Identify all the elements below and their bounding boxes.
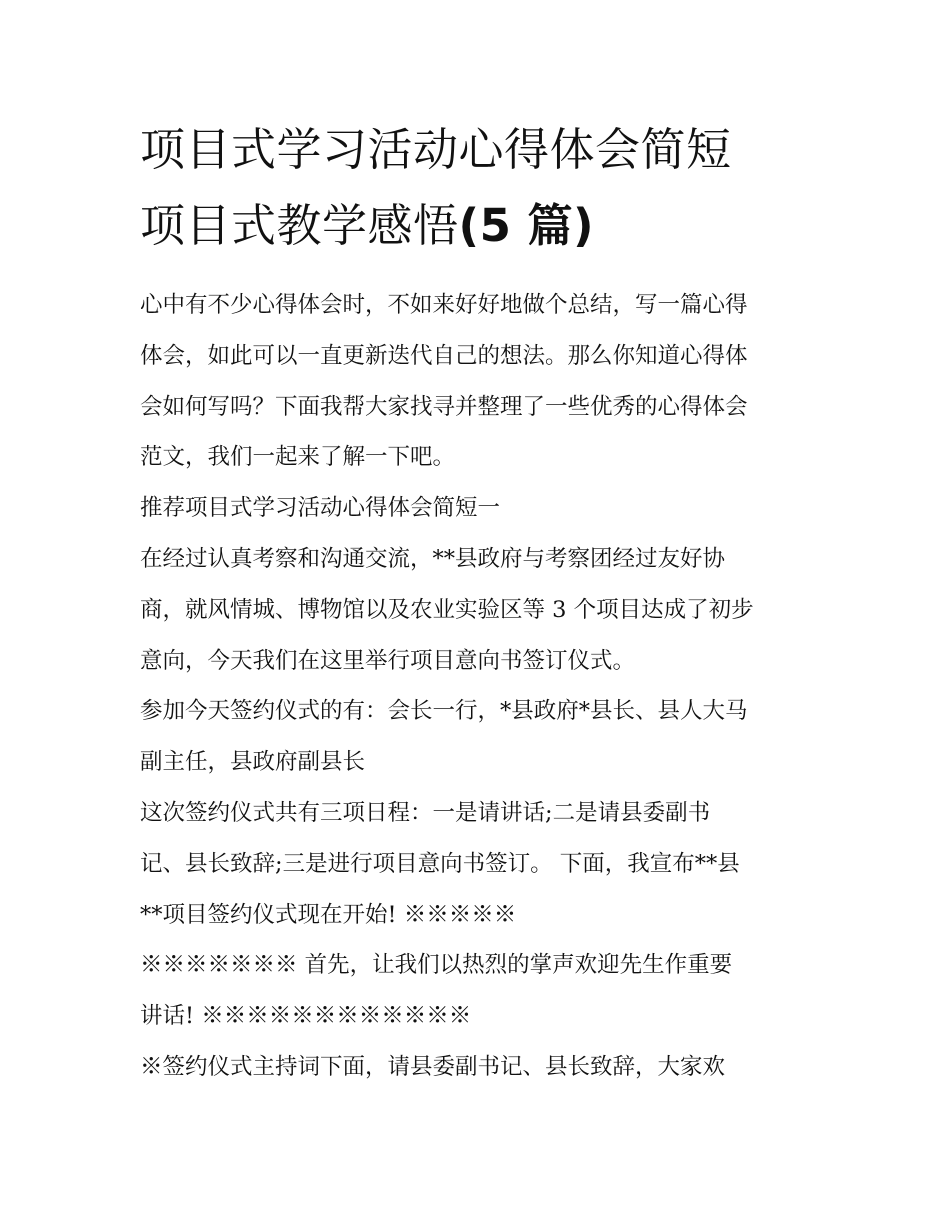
text-line: ※签约仪式主持词下面，请县委副书记、县长致辞，大家欢 xyxy=(140,1053,726,1080)
title-line-2 xyxy=(140,188,820,264)
title-count: (5 篇) xyxy=(458,199,595,252)
text-line: 范文，我们一起来了解一下吧。 xyxy=(140,444,456,471)
text-line: 会如何写吗？下面我帮大家找寻并整理了一些优秀的心得体会 xyxy=(140,393,748,420)
paragraph-intro xyxy=(140,280,830,483)
text-line: 意向，今天我们在这里举行项目意向书签订仪式。 xyxy=(140,647,636,674)
text-line: 心中有不少心得体会时，不如来好好地做个总结，写一篇心得 xyxy=(140,292,748,318)
text-line: 讲话! ※※※※※※※※※※※※ xyxy=(140,1003,472,1030)
text-line: 在经过认真考察和沟通交流，**县政府与考察团经过友好协 xyxy=(140,545,726,572)
paragraph-background xyxy=(140,534,830,686)
document-body xyxy=(140,280,830,1093)
paragraph-attendees xyxy=(140,686,830,788)
title-line-1: 项目式学习活动心得体会简短 xyxy=(140,123,732,176)
paragraph-agenda xyxy=(140,788,830,1093)
title-line-2-text: 项目式教学感悟 xyxy=(140,199,459,252)
text-line: 商，就风情城、博物馆以及农业实验区等 3 个项目达成了初步 xyxy=(140,596,754,623)
text-line: 推荐项目式学习活动心得体会简短一 xyxy=(140,495,501,522)
text-line: ※※※※※※※ 首先，让我们以热烈的掌声欢迎先生作重要 xyxy=(140,952,733,979)
text-line: 参加今天签约仪式的有：会长一行，*县政府*县长、县人大马 xyxy=(140,698,748,725)
document-title xyxy=(140,112,820,264)
text-line: **项目签约仪式现在开始! ※※※※※ xyxy=(140,901,517,928)
text-line: 副主任，县政府副县长 xyxy=(140,749,366,776)
text-line: 这次签约仪式共有三项日程：一是请讲话;二是请县委副书 xyxy=(140,799,711,826)
text-line: 体会，如此可以一直更新迭代自己的想法。那么你知道心得体 xyxy=(140,342,748,369)
text-line: 记、县长致辞;三是进行项目意向书签订。 下面，我宣布**县 xyxy=(140,850,740,877)
section-heading xyxy=(140,483,830,534)
